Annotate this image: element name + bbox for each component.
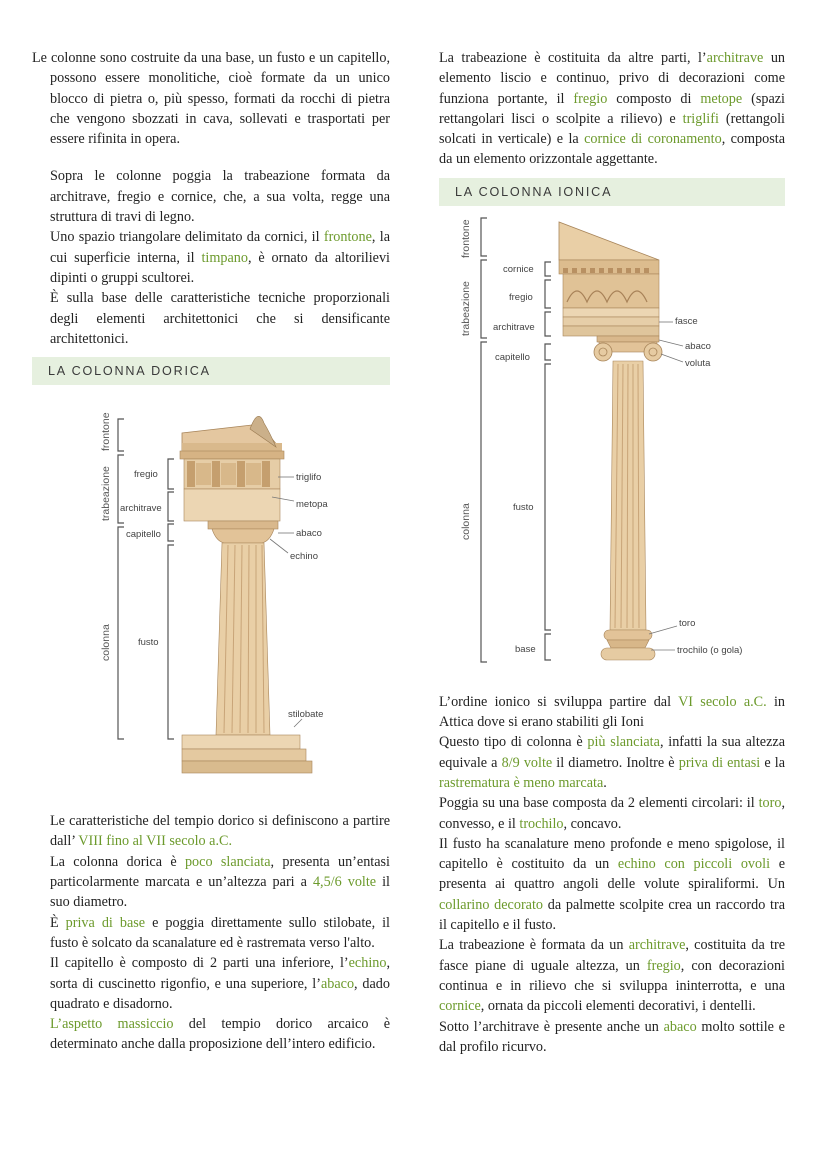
label-metopa: metopa: [296, 499, 328, 511]
doric-dating-paragraph: Le caratteristiche del tempio dorico si definiscono a partire dall’ VIII fino al VII secolo a.C.: [50, 813, 390, 850]
doric-proportions-paragraph: La colonna dorica è poco slanciata, presenta un’entasi particolarmente marcata e un’altezza pari a 4,5/6 volte il suo diametro.: [50, 853, 390, 911]
ionic-dating-paragraph: L’ordine ionico si sviluppa partire dal VI secolo a.C. in Attica dove si erano stabiliti gli Ioni: [439, 693, 785, 731]
trabeation-paragraph: Sopra le colonne poggia la trabeazione formata da architrave, fregio e cornice, che, a sua volta, regge una struttura di travi di legno.: [50, 168, 390, 226]
label-colonna: colonna: [460, 503, 472, 540]
label-capitello: capitello: [495, 351, 530, 363]
label-trochilo: trochilo (o gola): [677, 644, 743, 656]
label-echino: echino: [290, 551, 318, 563]
doric-column-diagram: [32, 389, 390, 797]
ionic-base-paragraph: Poggia su una base composta da 2 elementi circolari: il toro, convesso, e il trochilo, concavo.: [439, 795, 785, 832]
label-base: base: [515, 643, 536, 655]
proportions-paragraph: È sulla base delle caratteristiche tecniche proporzionali degli elementi architettonici che si densificante architettonici.: [50, 290, 390, 347]
ionic-column-diagram: [439, 212, 785, 684]
trabeation-parts-paragraph: La trabeazione è costituita da altre parti, l’architrave un elemento liscio e continuo, privo di decorazioni come funziona portante, il fregio composto di metope (spazi rettangolari lisci o scolpite a rilievo) e triglifi (rettangoli solcati in verticale) e la cornice di coronamento, composta da un elemento orizzontale aggettante.: [439, 50, 786, 168]
label-architrave: architrave: [493, 321, 535, 333]
ionic-section-header: LA COLONNA IONICA: [439, 178, 785, 206]
label-trabeazione: trabeazione: [100, 466, 112, 522]
right-column: [439, 48, 785, 1057]
label-frontone: frontone: [100, 412, 112, 452]
ionic-proportions-paragraph: Questo tipo di colonna è più slanciata, infatti la sua altezza equivale a 8/9 volte il diametro. Inoltre è priva di entasi e la rastrematura è meno marcata.: [439, 734, 785, 791]
label-cornice: cornice: [503, 263, 534, 275]
label-fusto: fusto: [138, 637, 159, 649]
label-abaco: abaco: [685, 340, 711, 352]
label-toro: toro: [679, 617, 696, 629]
left-column: [32, 48, 390, 1055]
label-frontone: frontone: [460, 219, 472, 258]
label-abaco: abaco: [296, 528, 322, 540]
label-colonna: colonna: [100, 624, 112, 662]
label-stilobate: stilobate: [288, 709, 324, 721]
label-triglifo: triglifo: [296, 472, 322, 484]
label-fregio: fregio: [134, 469, 158, 481]
ionic-trabeation-paragraph: La trabeazione è formata da un architrave, costituita da tre fasce piane di uguale altezza, un fregio, con decorazioni continua e in rilievo che si sviluppa ininterrotta, e una cornice, ornata da piccoli elementi decorativi, i dentelli.: [439, 937, 785, 1015]
label-fusto: fusto: [513, 501, 534, 513]
doric-base-paragraph: È priva di base e poggia direttamente sullo stilobate, il fusto è solcato da scanalature ed è rastremata verso l'alto.: [50, 914, 390, 951]
doric-aspect-paragraph: L’aspetto massiccio del tempio dorico arcaico è determinato anche dalla proposizione dell’intero edificio.: [50, 1016, 390, 1053]
doric-capital-paragraph: Il capitello è composto di 2 parti una inferiore, l’echino, sorta di cuscinetto rigonfio, e una superiore, l’abaco, dado quadrato e disadorno.: [50, 955, 390, 1012]
pediment-paragraph: Uno spazio triangolare delimitato da cornici, il frontone, la cui superficie interna, il timpano, è ornato da altorilievi dipinti o gruppi scultorei.: [50, 229, 390, 286]
label-voluta: voluta: [685, 357, 711, 369]
ionic-shaft-paragraph: Il fusto ha scanalature meno profonde e meno spigolose, il capitello è costituito da un echino con piccoli ovoli e presenta ai quattro angoli delle volute spiraliformi. Un collarino decorato da palmette scolpite crea un raccordo tra il capitello e il fusto.: [439, 835, 785, 934]
ionic-abacus-paragraph: Sotto l’architrave è presente anche un abaco molto sottile e dal profilo ricurvo.: [439, 1018, 785, 1055]
label-fregio: fregio: [509, 291, 533, 303]
label-architrave: architrave: [120, 503, 162, 515]
label-trabeazione: trabeazione: [460, 280, 472, 336]
intro-paragraph: Le colonne sono costruite da una base, un fusto e un capitello, possono essere monolitiche, cioè formate da un unico blocco di pietra o, più spesso, formati da rocchi di pietra che vengono sbozzati in cava, sollevati e trasportati per essere rifinita in opera.: [32, 50, 390, 148]
doric-section-header: LA COLONNA DORICA: [32, 357, 390, 385]
label-fasce: fasce: [675, 315, 698, 327]
label-capitello: capitello: [126, 529, 161, 541]
